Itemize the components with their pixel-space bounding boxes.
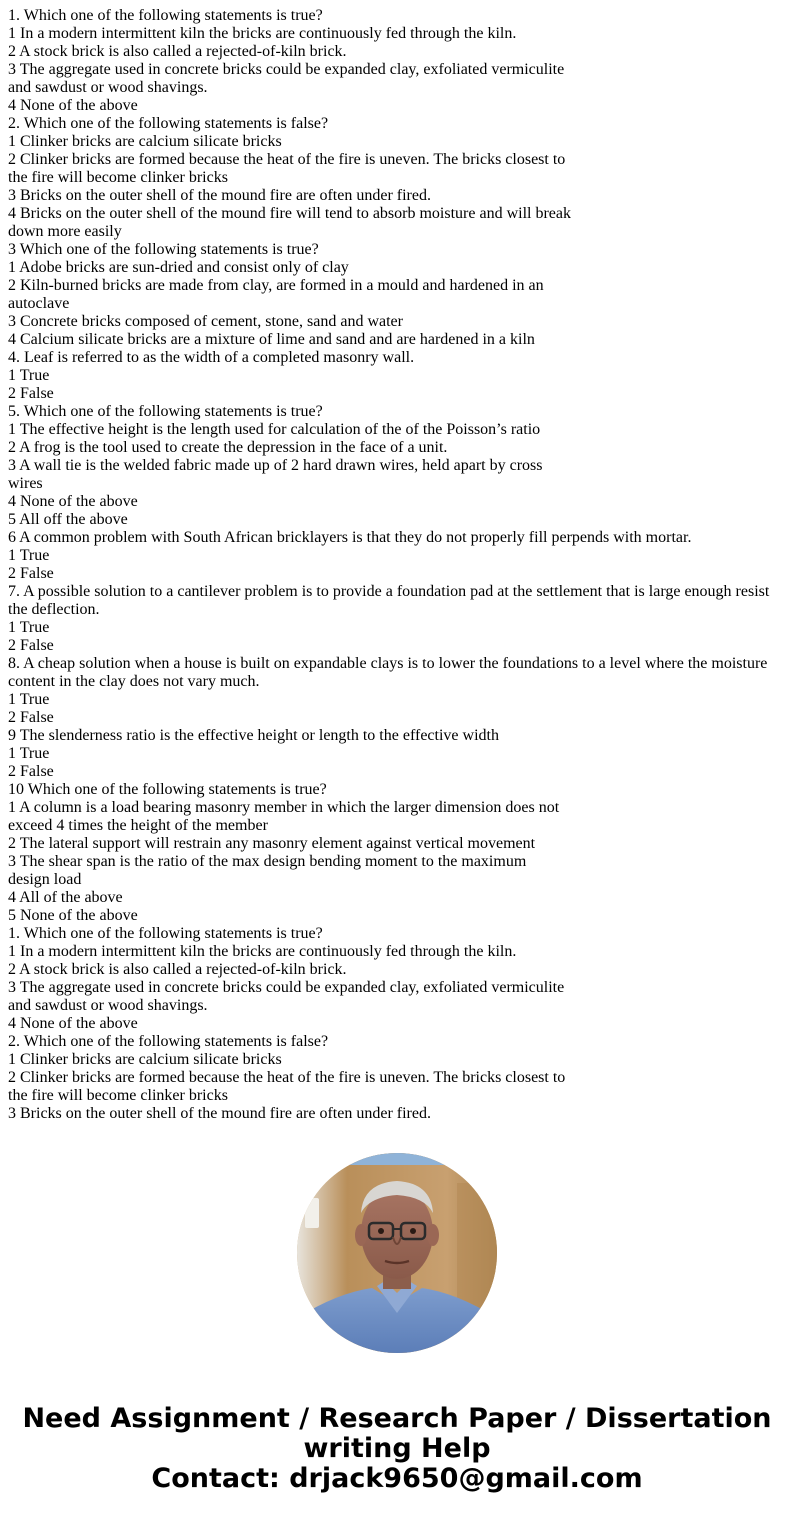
text-line: 3 Bricks on the outer shell of the mound fire are often under fired. <box>8 1105 431 1122</box>
text-line: design load <box>8 871 82 888</box>
text-line: 3 Which one of the following statements is true? <box>8 241 319 258</box>
author-avatar <box>297 1153 497 1353</box>
text-line: wires <box>8 475 43 492</box>
text-line: 2 False <box>8 385 54 402</box>
text-line: the fire will become clinker bricks <box>8 169 228 186</box>
text-line: 2 Clinker bricks are formed because the heat of the fire is uneven. The bricks closest to <box>8 151 566 168</box>
text-line: and sawdust or wood shavings. <box>8 997 208 1014</box>
text-line: 1 True <box>8 691 50 708</box>
text-line: 2 False <box>8 709 54 726</box>
promo-contact-line: Contact: drjack9650@gmail.com <box>151 1463 643 1494</box>
text-line: 7. A possible solution to a cantilever problem is to provide a foundation pad at the settlement that is large enough resist <box>8 583 770 600</box>
text-line: 1 True <box>8 745 50 762</box>
text-line: 4 None of the above <box>8 493 138 510</box>
text-line: 1 Adobe bricks are sun-dried and consist only of clay <box>8 259 349 276</box>
text-line: 3 The aggregate used in concrete bricks could be expanded clay, exfoliated vermiculite <box>8 61 565 78</box>
text-line: 2 Clinker bricks are formed because the heat of the fire is uneven. The bricks closest to <box>8 1069 566 1086</box>
text-line: 2 A stock brick is also called a rejected-of-kiln brick. <box>8 43 347 60</box>
text-line: content in the clay does not vary much. <box>8 673 260 690</box>
text-line: 5 All off the above <box>8 511 128 528</box>
text-line: the fire will become clinker bricks <box>8 1087 228 1104</box>
text-line: 9 The slenderness ratio is the effective height or length to the effective width <box>8 727 499 744</box>
text-line: 1 In a modern intermittent kiln the bricks are continuously fed through the kiln. <box>8 25 517 42</box>
text-line: 2. Which one of the following statements is false? <box>8 115 329 132</box>
text-line: 1 True <box>8 367 50 384</box>
text-line: 4 All of the above <box>8 889 123 906</box>
text-line: 1 Clinker bricks are calcium silicate bricks <box>8 133 282 150</box>
promo-line-2: writing Help <box>303 1433 491 1464</box>
text-line: 2 A stock brick is also called a rejected-of-kiln brick. <box>8 961 347 978</box>
text-line: 10 Which one of the following statements is true? <box>8 781 327 798</box>
text-line: 5. Which one of the following statements is true? <box>8 403 323 420</box>
text-line: 3 Bricks on the outer shell of the mound fire are often under fired. <box>8 187 431 204</box>
text-line: 3 Concrete bricks composed of cement, stone, sand and water <box>8 313 403 330</box>
person-photo-icon <box>297 1153 497 1353</box>
text-line: 2. Which one of the following statements is false? <box>8 1033 329 1050</box>
text-line: 1 The effective height is the length used for calculation of the of the Poisson’s ratio <box>8 421 541 438</box>
text-line: 5 None of the above <box>8 907 138 924</box>
text-line: 4. Leaf is referred to as the width of a completed masonry wall. <box>8 349 415 366</box>
text-line: 2 A frog is the tool used to create the depression in the face of a unit. <box>8 439 448 456</box>
promo-line-1: Need Assignment / Research Paper / Dissertation <box>22 1403 772 1434</box>
text-line: 1 True <box>8 619 50 636</box>
promo-banner <box>0 1404 794 1494</box>
text-line: 1. Which one of the following statements is true? <box>8 7 323 24</box>
text-line: 2 The lateral support will restrain any masonry element against vertical movement <box>8 835 536 852</box>
text-line: 1 True <box>8 547 50 564</box>
questions-text-block <box>8 7 786 1123</box>
text-line: autoclave <box>8 295 70 312</box>
text-line: 6 A common problem with South African bricklayers is that they do not properly fill perpends with mortar. <box>8 529 692 546</box>
text-line: 1 A column is a load bearing masonry member in which the larger dimension does not <box>8 799 560 816</box>
text-line: 1 Clinker bricks are calcium silicate bricks <box>8 1051 282 1068</box>
text-line: 1 In a modern intermittent kiln the bricks are continuously fed through the kiln. <box>8 943 517 960</box>
text-line: exceed 4 times the height of the member <box>8 817 268 834</box>
text-line: 3 A wall tie is the welded fabric made up of 2 hard drawn wires, held apart by cross <box>8 457 543 474</box>
text-line: 3 The aggregate used in concrete bricks could be expanded clay, exfoliated vermiculite <box>8 979 565 996</box>
text-line: 1. Which one of the following statements is true? <box>8 925 323 942</box>
text-line: the deflection. <box>8 601 100 618</box>
text-line: 2 False <box>8 763 54 780</box>
text-line: and sawdust or wood shavings. <box>8 79 208 96</box>
text-line: 4 None of the above <box>8 97 138 114</box>
text-line: 2 False <box>8 637 54 654</box>
text-line: 4 Bricks on the outer shell of the mound fire will tend to absorb moisture and will break <box>8 205 571 222</box>
text-line: 3 The shear span is the ratio of the max design bending moment to the maximum <box>8 853 527 870</box>
text-line: 8. A cheap solution when a house is built on expandable clays is to lower the foundations to a level where the moisture <box>8 655 768 672</box>
text-line: 4 Calcium silicate bricks are a mixture of lime and sand and are hardened in a kiln <box>8 331 535 348</box>
text-line: 4 None of the above <box>8 1015 138 1032</box>
text-line: down more easily <box>8 223 122 240</box>
text-line: 2 False <box>8 565 54 582</box>
text-line: 2 Kiln-burned bricks are made from clay, are formed in a mould and hardened in an <box>8 277 544 294</box>
